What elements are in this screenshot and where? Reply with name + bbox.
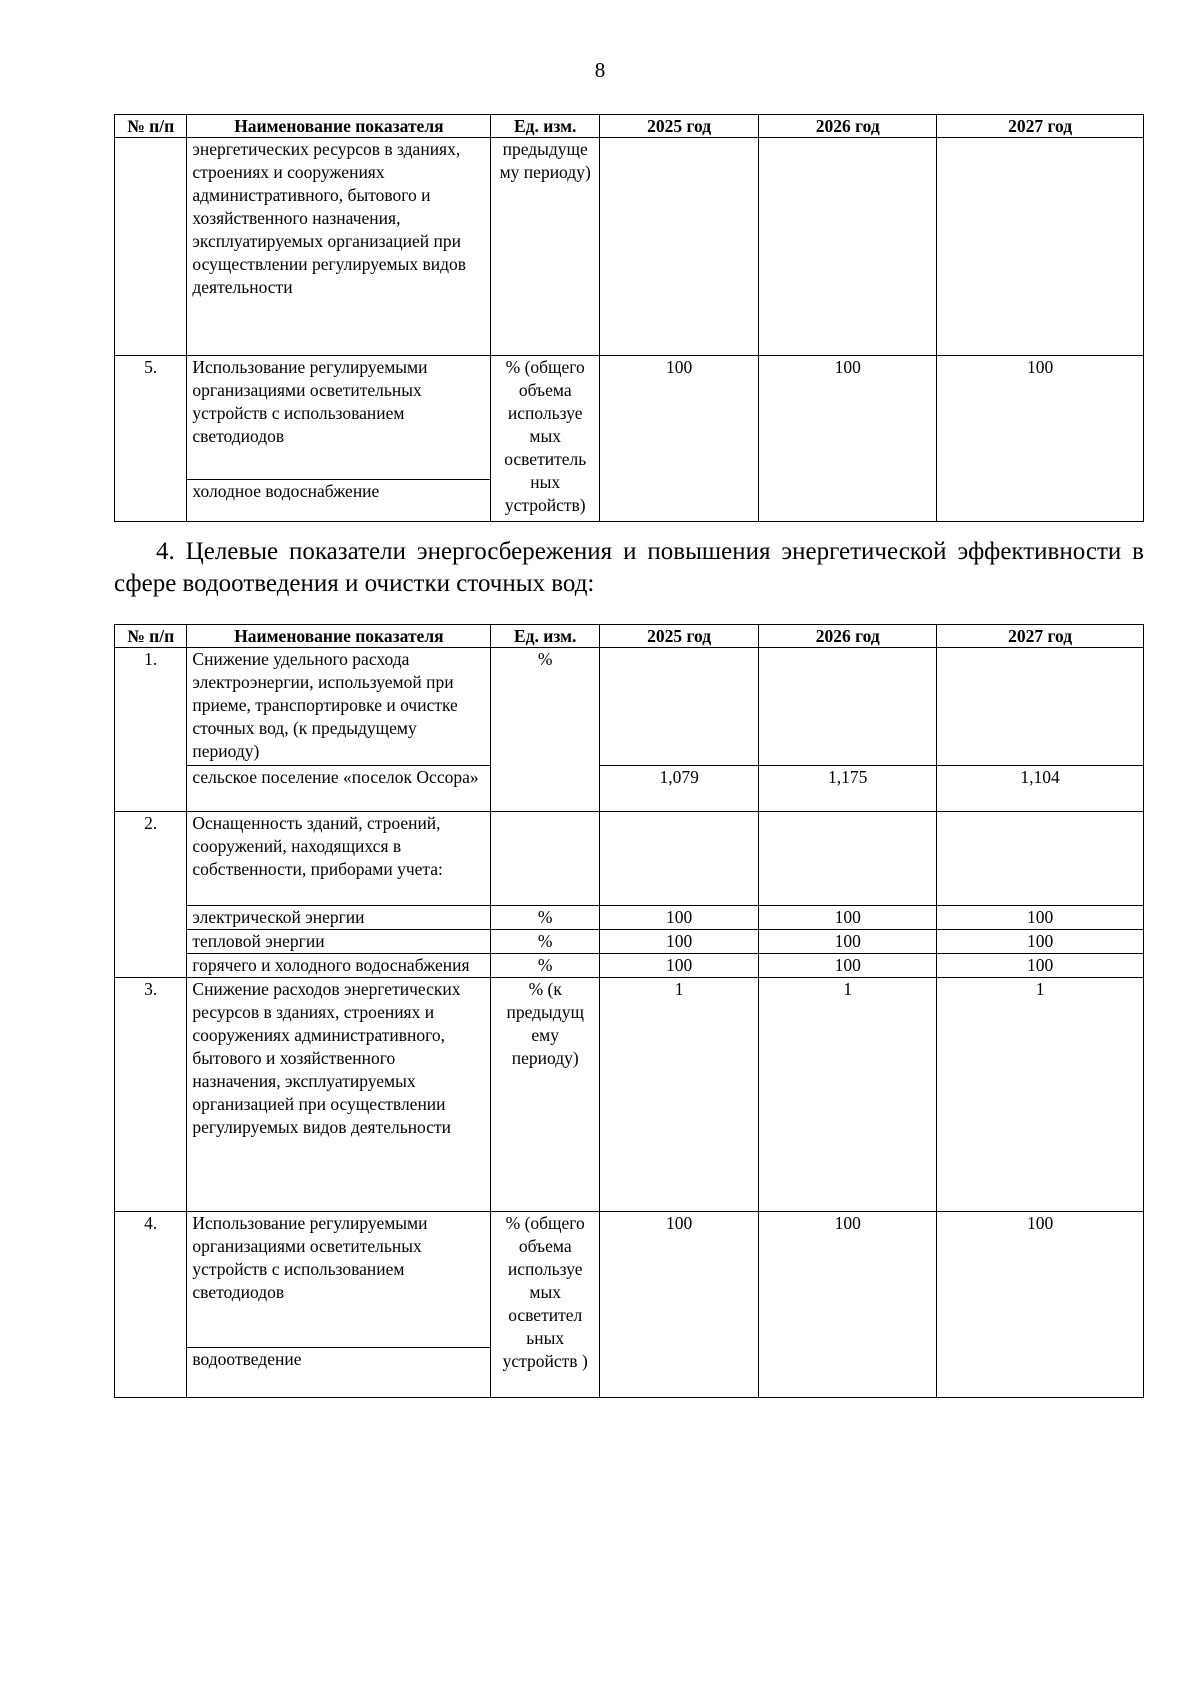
cell-2026: 100 <box>759 356 937 522</box>
cell-2027: 100 <box>937 954 1144 978</box>
table-row <box>115 356 1144 480</box>
cell-2027 <box>937 138 1144 356</box>
cell-name: Оснащенность зданий, строений, сооружений, находящихся в собственности, приборами учета: <box>187 812 491 906</box>
header-num: № п/п <box>115 625 187 648</box>
cell-unit: % <box>491 906 600 930</box>
cell-2027: 100 <box>937 930 1144 954</box>
cell-unit: % <box>491 648 600 812</box>
cell-num: 1. <box>115 648 187 812</box>
header-2025: 2025 год <box>600 625 759 648</box>
cell-subname: холодное водоснабжение <box>187 480 491 522</box>
cell-2026 <box>759 812 937 906</box>
cell-2025: 100 <box>600 954 759 978</box>
cell-2026: 100 <box>759 906 937 930</box>
cell-2025 <box>600 138 759 356</box>
cell-2026 <box>759 648 937 766</box>
section-heading-text: 4. Целевые показатели энергосбережения и повышения энергетической эффективности в сфере водоотведения и очистки сточных вод: <box>114 538 1144 597</box>
cell-name: Использование регулируемыми организациями осветительных устройств с использованием светодиодов <box>187 1212 491 1348</box>
header-name: Наименование показателя <box>187 625 491 648</box>
cell-unit: % <box>491 954 600 978</box>
cell-2026: 1 <box>759 978 937 1212</box>
cell-unit: % (общего объема используе мых осветитель ных устройств) <box>491 356 600 522</box>
cell-subname: электрической энергии <box>187 906 491 930</box>
header-2027: 2027 год <box>937 625 1144 648</box>
table-subrow <box>115 954 1144 978</box>
header-2027: 2027 год <box>937 115 1144 138</box>
cell-unit: % (общего объема используе мых осветител ьных устройств ) <box>491 1212 600 1398</box>
cell-2025: 100 <box>600 930 759 954</box>
cell-2025 <box>600 648 759 766</box>
cell-num: 3. <box>115 978 187 1212</box>
cell-name: Снижение расходов энергетических ресурсов в зданиях, строениях и сооружениях административного, бытового и хозяйственного назначения, эксплуатируемых организацией при осуществлении регулируемых видов деятельности <box>187 978 491 1212</box>
table-header-row <box>115 625 1144 648</box>
cell-2025: 1,079 <box>600 766 759 812</box>
cell-num: 2. <box>115 812 187 978</box>
cell-2025: 100 <box>600 356 759 522</box>
cell-2025: 1 <box>600 978 759 1212</box>
cell-name: Использование регулируемыми организациями осветительных устройств с использованием светодиодов <box>187 356 491 480</box>
header-num: № п/п <box>115 115 187 138</box>
cell-unit <box>491 812 600 906</box>
cell-subname: сельское поселение «поселок Оссора» <box>187 766 491 812</box>
header-2026: 2026 год <box>759 625 937 648</box>
cell-subname: тепловой энергии <box>187 930 491 954</box>
cell-num: 5. <box>115 356 187 522</box>
cell-2026: 100 <box>759 930 937 954</box>
table-subrow <box>115 906 1144 930</box>
cell-2027: 1 <box>937 978 1144 1212</box>
cell-num <box>115 138 187 356</box>
cell-2027: 100 <box>937 356 1144 522</box>
cell-subname: горячего и холодного водоснабжения <box>187 954 491 978</box>
cell-unit: предыдуще му периоду) <box>491 138 600 356</box>
table-subrow <box>115 766 1144 812</box>
table-wastewater <box>114 624 1144 1398</box>
cell-subname: водоотведение <box>187 1348 491 1398</box>
cell-2027: 100 <box>937 906 1144 930</box>
header-name: Наименование показателя <box>187 115 491 138</box>
cell-2027 <box>937 648 1144 766</box>
cell-2026: 100 <box>759 1212 937 1398</box>
cell-2026 <box>759 138 937 356</box>
header-unit: Ед. изм. <box>491 625 600 648</box>
cell-2027 <box>937 812 1144 906</box>
cell-2025: 100 <box>600 906 759 930</box>
table-row <box>115 138 1144 356</box>
cell-2027: 100 <box>937 1212 1144 1398</box>
cell-name: энергетических ресурсов в зданиях, строениях и сооружениях административного, бытового и хозяйственного назначения, эксплуатируемых организацией при осуществлении регулируемых видов деятельности <box>187 138 491 356</box>
page-number: 8 <box>594 58 606 82</box>
table-row <box>115 978 1144 1212</box>
table-water-supply-continued <box>114 114 1144 522</box>
cell-2026: 1,175 <box>759 766 937 812</box>
cell-unit: % <box>491 930 600 954</box>
table-row <box>115 812 1144 906</box>
cell-unit: % (к предыдущ ему периоду) <box>491 978 600 1212</box>
cell-name: Снижение удельного расхода электроэнергии, используемой при приеме, транспортировке и очистке сточных вод, (к предыдущему периоду) <box>187 648 491 766</box>
cell-num: 4. <box>115 1212 187 1398</box>
header-unit: Ед. изм. <box>491 115 600 138</box>
table-header-row <box>115 115 1144 138</box>
table-subrow <box>115 930 1144 954</box>
header-2026: 2026 год <box>759 115 937 138</box>
cell-2026: 100 <box>759 954 937 978</box>
cell-2027: 1,104 <box>937 766 1144 812</box>
cell-2025 <box>600 812 759 906</box>
table-row <box>115 1212 1144 1348</box>
table-row <box>115 648 1144 766</box>
header-2025: 2025 год <box>600 115 759 138</box>
cell-2025: 100 <box>600 1212 759 1398</box>
section-heading <box>114 536 1144 600</box>
